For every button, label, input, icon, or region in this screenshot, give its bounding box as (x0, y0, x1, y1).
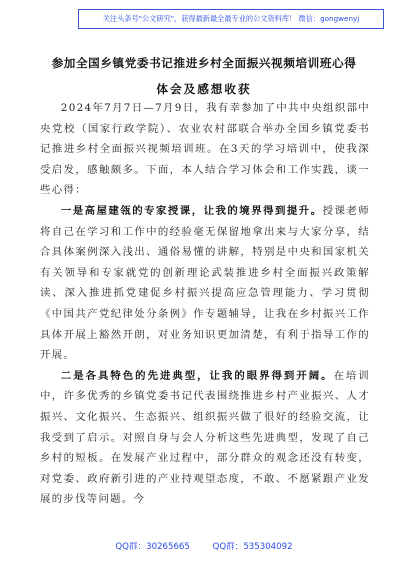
paragraph-text: 2024年7月7日—7月9日，我有幸参加了中共中央组织部中央党校（国家行政学院）、农业农村部联合举办全国乡镇党委书记推进乡村全面振兴视频培训班。在3天的学习培训中，使我深受启发，感触颇多。下面，本人结合学习体会和工作实践，谈一些心得： (40, 102, 370, 197)
paragraph-lead: 一是高屋建瓴的专家授课，让我的境界得到提升。 (60, 204, 323, 217)
footer-qq-group-1: QQ群：30265665 (115, 542, 190, 552)
paragraph-point-two (40, 366, 370, 510)
paragraph-intro (40, 98, 370, 201)
paragraph-lead: 二是各具特色的先进典型，让我的眼界得到开阔。 (60, 369, 334, 382)
document-title-line-2: 体会及感想收获 (156, 82, 252, 96)
paragraph-point-one (40, 201, 370, 366)
document-body (40, 98, 370, 510)
paragraph-text: 在培训中，许多优秀的乡镇党委书记代表围绕推进乡村产业振兴、人才振兴、文化振兴、生态振兴、组织振兴做了很好的经验交流，让我受到了启示。对照自身与会人分析这些先进典型，发现了自己乡村的短板。在发展产业过程中，部分群众的观念还没有转变，对党委、政府新引进的产业持观望态度，不敢、不愿紧跟产业发展的步伐等问题。今 (40, 369, 370, 506)
footer-qq-group-2: QQ群：535304092 (212, 542, 293, 552)
footer-contact (0, 540, 408, 552)
document-title-line-1: 参加全国乡镇党委书记推进乡村全面振兴视频培训班心得 (51, 56, 357, 70)
paragraph-text: 授课老师将自己在学习和工作中的经验毫无保留地拿出来与大家分享，结合具体案例深入浅出、通俗易懂的讲解，特别是中央和国家机关有关领导和专家就党的创新理论武装推进乡村全面振兴政策解读、深入推进抓党建促乡村振兴提高应急管理能力、学习贯彻《中国共产党纪律处分条例》作专题辅导，让我在乡村振兴工作具体开展上豁然开朗，对业务知识更加清楚，有利于指导工作的开展。 (40, 204, 370, 362)
promo-banner: 关注头条号"公文研究"，获得最新最全最专业的公文资料库！ 微信：gongwenyj (78, 9, 384, 29)
